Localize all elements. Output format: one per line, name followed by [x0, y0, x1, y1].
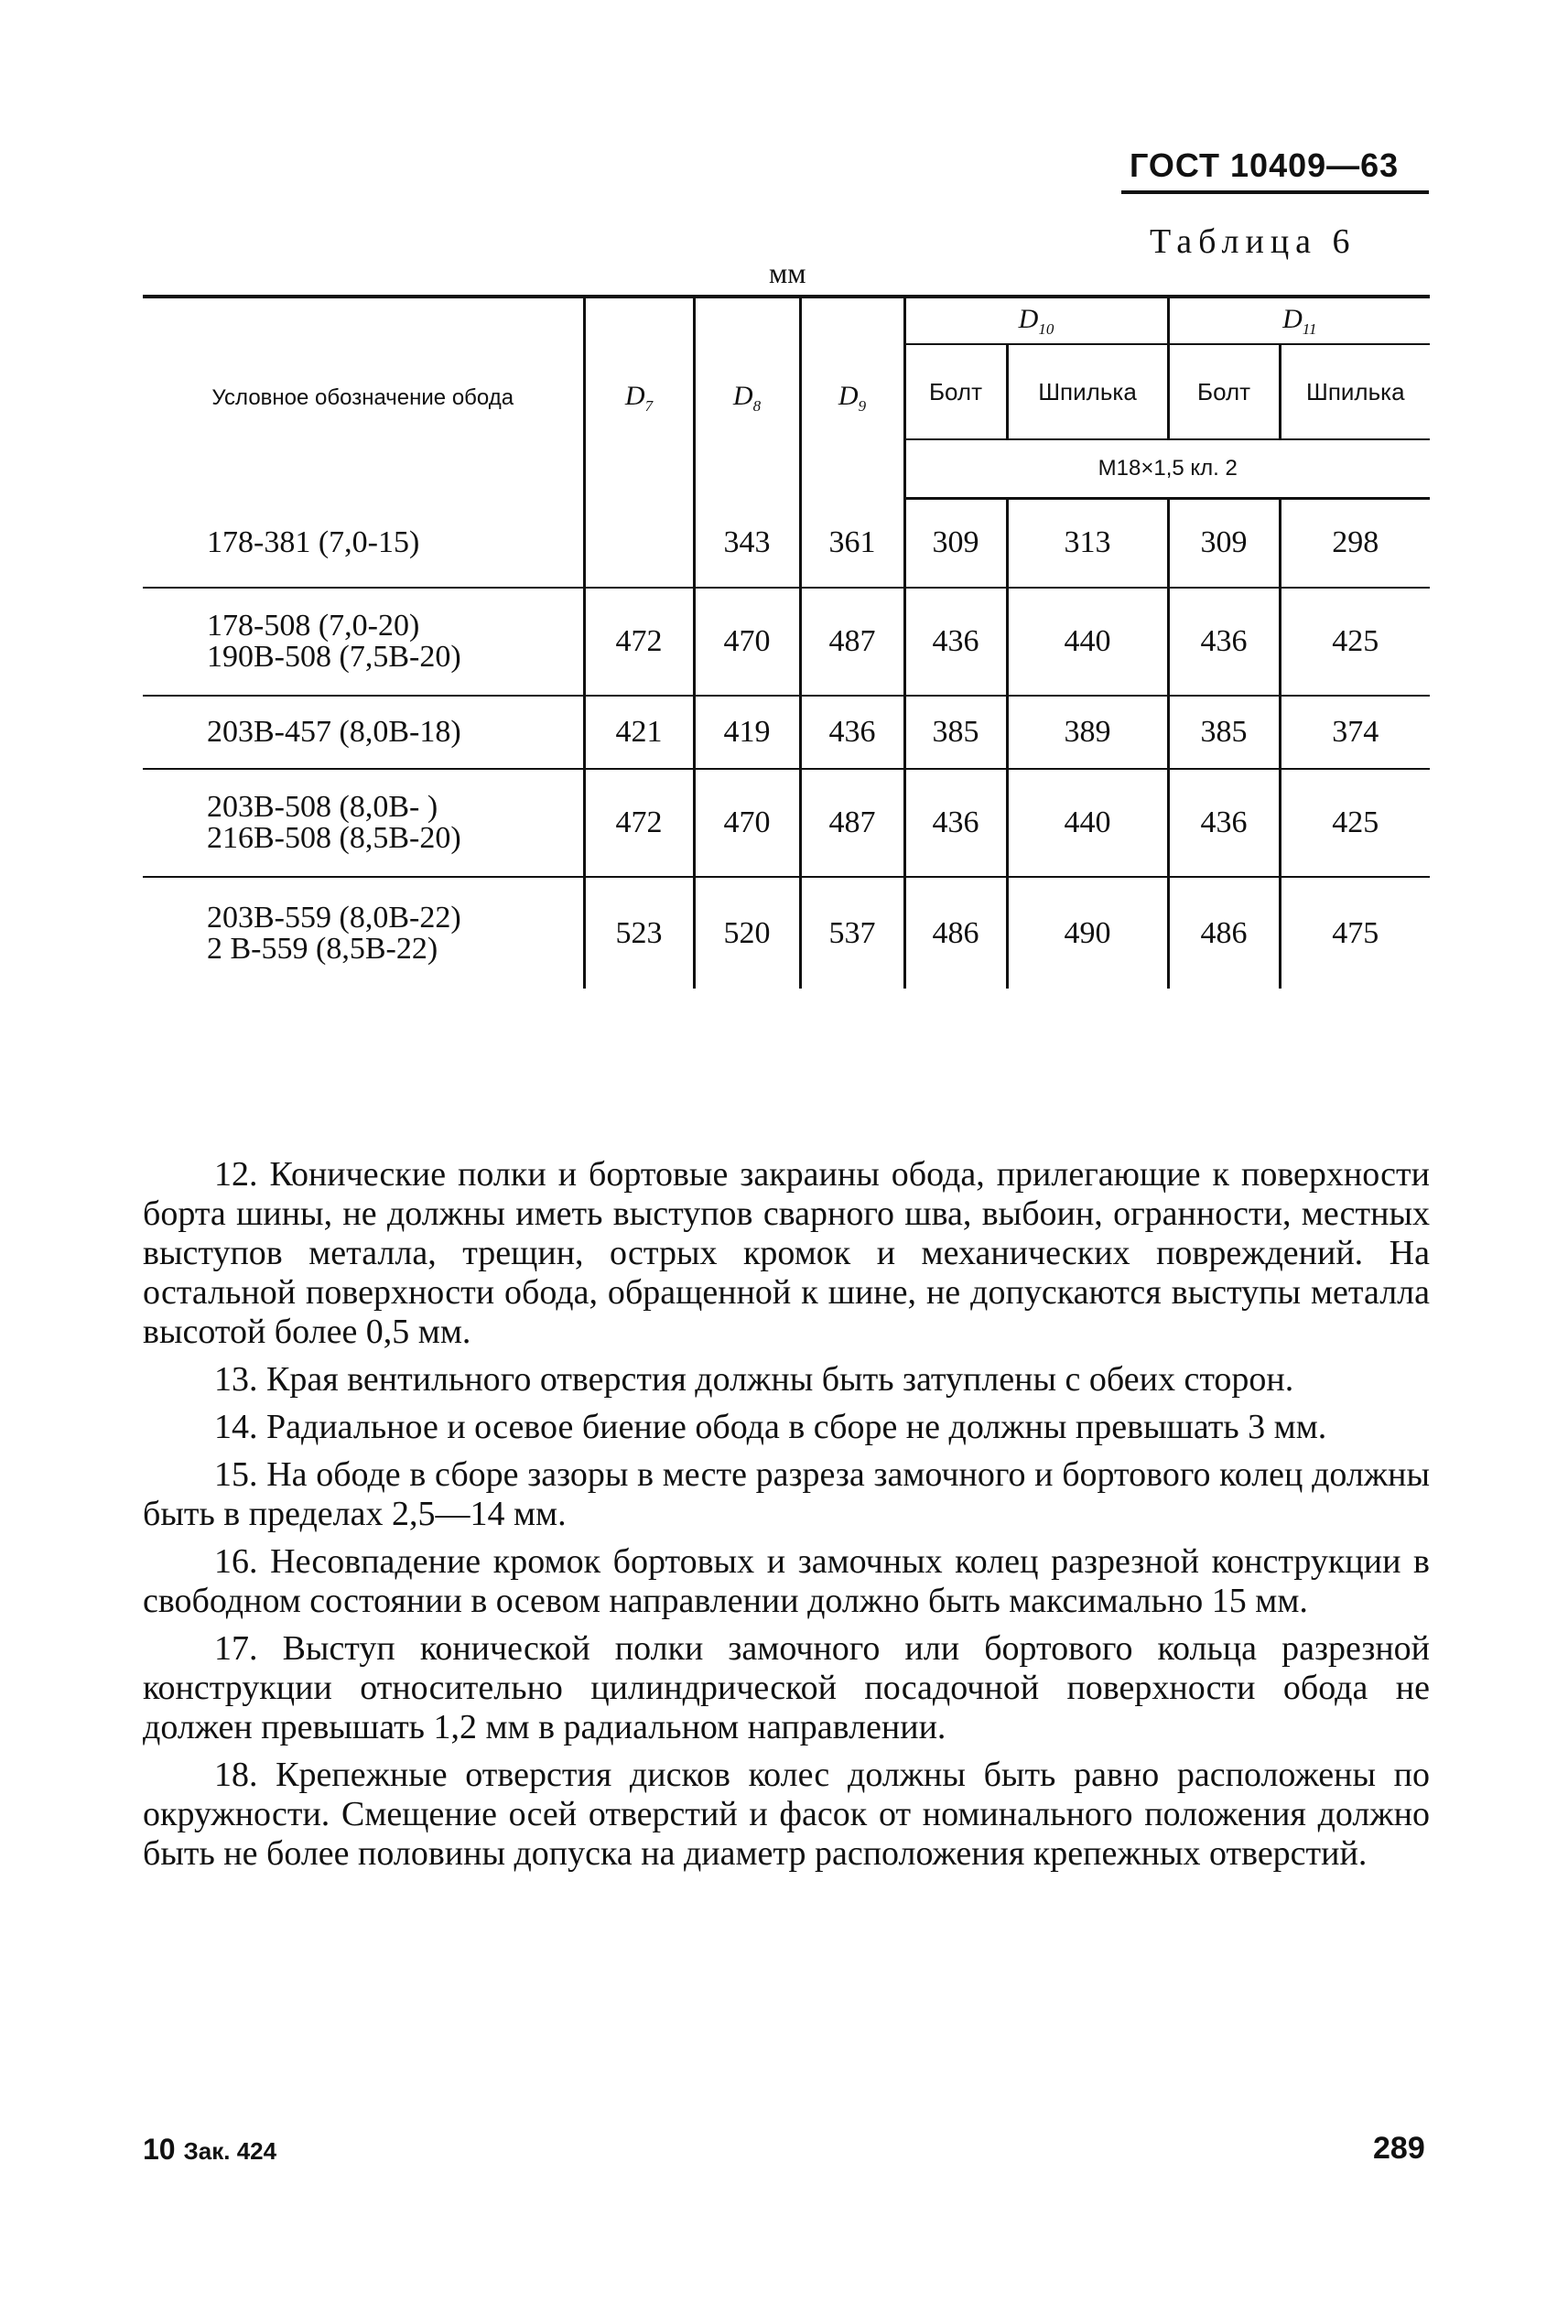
paragraph-15: 15. На ободе в сборе зазоры в месте разреза замочного и бортового колец должны быть в пределах 2,5—14 мм. [143, 1455, 1430, 1533]
cell-d11-bolt: 436 [1168, 769, 1280, 877]
paragraph-14: 14. Радиальное и осевое биение обода в сборе не должны превышать 3 мм. [214, 1408, 1327, 1446]
cell-d11-stud: 374 [1280, 696, 1430, 769]
cell-d9: 436 [800, 696, 904, 769]
col-header-d11-bolt: Болт [1168, 344, 1280, 439]
order-number: Зак. 424 [183, 2137, 277, 2165]
table-row [143, 498, 1430, 588]
paragraph-13: 13. Края вентильного отверстия должны быть затуплены с обеих сторон. [214, 1360, 1294, 1399]
col-header-d10-bolt: Болт [904, 344, 1007, 439]
cell-d8: 520 [694, 877, 800, 989]
cell-d7 [584, 498, 694, 588]
table-row [143, 769, 1430, 877]
cell-d10-bolt: 486 [904, 877, 1007, 989]
cell-d7: 472 [584, 769, 694, 877]
cell-d10-stud: 389 [1007, 696, 1168, 769]
cell-d10-stud: 490 [1007, 877, 1168, 989]
col-header-d8: $D_8$ [694, 297, 800, 498]
cell-d9: 487 [800, 588, 904, 696]
col-header-rim: Условное обозначение обода [143, 297, 584, 498]
col-header-d10: $D_{10}$ [904, 297, 1168, 344]
sheet-number: 10 [143, 2133, 176, 2166]
cell-d11-stud: 298 [1280, 498, 1430, 588]
table-row [143, 696, 1430, 769]
page-number: 289 [1373, 2131, 1425, 2166]
standard-number: ГОСТ 10409—63 [1130, 146, 1400, 184]
cell-d11-stud: 425 [1280, 588, 1430, 696]
cell-d10-bolt: 436 [904, 769, 1007, 877]
paragraph-18: 18. Крепежные отверстия дисков колес должны быть равно расположены по окружности. Смещение осей отверстий и фасок от номинального положения должно быть не более половины допуска на диаметр расположения крепежных отверстий. [143, 1756, 1430, 1873]
cell-d9: 487 [800, 769, 904, 877]
cell-d8: 470 [694, 769, 800, 877]
cell-d11-stud: 425 [1280, 769, 1430, 877]
rim-designation: 203В-457 (8,0В-18) [143, 696, 584, 769]
table-6 [143, 295, 1430, 989]
table-row [143, 588, 1430, 696]
cell-d11-bolt: 385 [1168, 696, 1280, 769]
col-header-d11: $D_{11}$ [1168, 297, 1430, 344]
cell-d11-stud: 475 [1332, 915, 1379, 950]
cell-d10-bolt: 309 [904, 498, 1007, 588]
paragraph-16: 16. Несовпадение кромок бортовых и замочных колец разрезной конструкции в свободном состоянии в осевом направлении должно быть максимально 15 мм. [143, 1542, 1430, 1620]
cell-d9: 361 [800, 498, 904, 588]
requirements-text [143, 1155, 1430, 1882]
rim-designation: 203В-508 (8,0В- ) 216В-508 (8,5В-20) [143, 769, 584, 877]
cell-d11-bolt: 486 [1168, 877, 1280, 989]
cell-d11-bolt: 309 [1168, 498, 1280, 588]
cell-d10-stud: 440 [1007, 769, 1168, 877]
col-header-d11-stud: Шпилька [1280, 344, 1430, 439]
table-caption: Таблица 6 [1150, 222, 1357, 261]
cell-d8: 419 [694, 696, 800, 769]
cell-d8: 470 [694, 588, 800, 696]
col-header-d7: $D_7$ [584, 297, 694, 498]
rim-designation: 203В-559 (8,0В-22) 2 В-559 (8,5В-22) [143, 877, 584, 989]
cell-d7: 421 [584, 696, 694, 769]
cell-d9: 537 [800, 877, 904, 989]
cell-d10-stud: 313 [1007, 498, 1168, 588]
cell-d10-bolt: 385 [904, 696, 1007, 769]
thread-spec: М18×1,5 кл. 2 [904, 439, 1430, 498]
col-header-d9: $D_9$ [800, 297, 904, 498]
rim-designation: 178-381 (7,0-15) [143, 498, 584, 588]
header-rule [1121, 190, 1429, 194]
table-row [143, 877, 1430, 989]
cell-d7: 472 [584, 588, 694, 696]
col-header-d10-stud: Шпилька [1007, 344, 1168, 439]
cell-d11-bolt: 436 [1168, 588, 1280, 696]
table-unit: мм [769, 256, 806, 289]
paragraph-17: 17. Выступ конической полки замочного или бортового кольца разрезной конструкции относительно цилиндрической посадочной поверхности обода не должен превышать 1,2 мм в радиальном направлении. [143, 1629, 1430, 1746]
cell-d7: 523 [584, 877, 694, 989]
cell-d8: 343 [694, 498, 800, 588]
rim-designation: 178-508 (7,0-20) 190В-508 (7,5В-20) [143, 588, 584, 696]
cell-d10-bolt: 436 [904, 588, 1007, 696]
print-signature [143, 2133, 276, 2167]
paragraph-12: 12. Конические полки и бортовые закраины обода, прилегающие к поверхности борта шины, не должны иметь выступов сварного шва, выбоин, огранности, местных выступов металла, трещин, острых кромок и механических повреждений. На остальной поверхности обода, обращенной к шине, не допускаются выступы металла высотой более 0,5 мм. [143, 1155, 1430, 1351]
cell-d10-stud: 440 [1007, 588, 1168, 696]
